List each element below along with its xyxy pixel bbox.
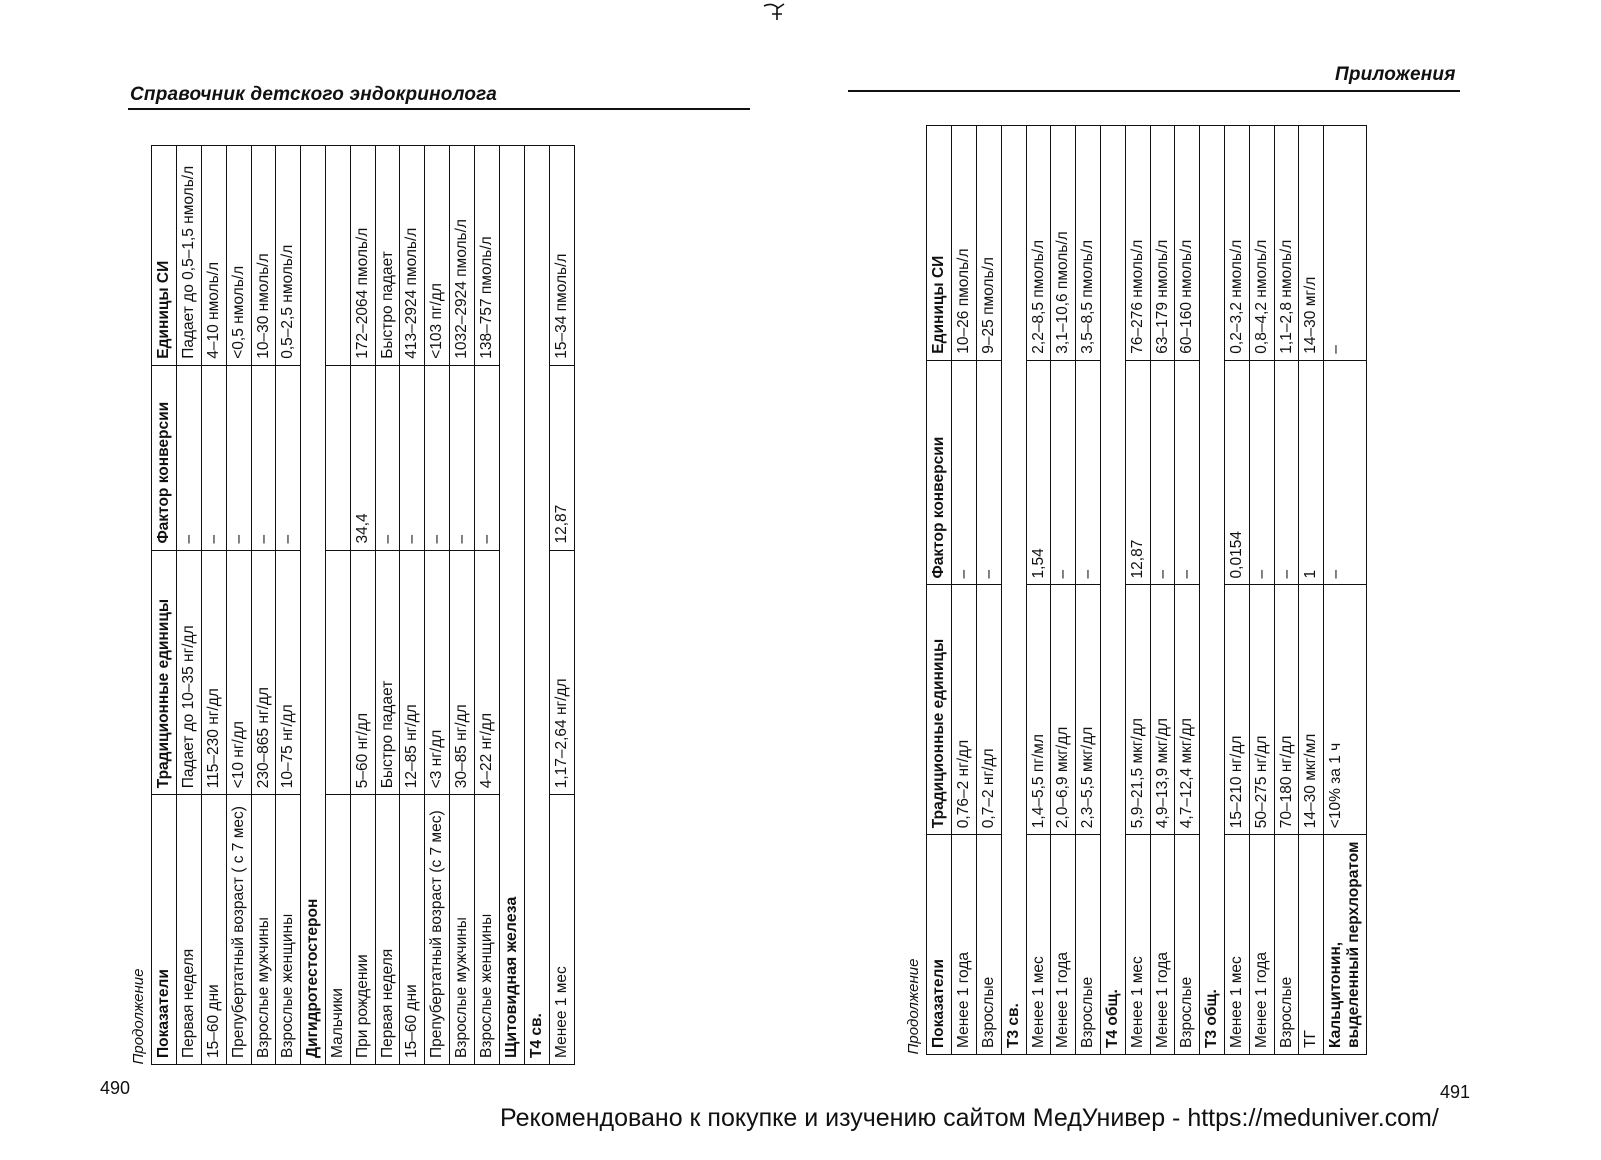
table-cell: 3,5–8,5 пмоль/л: [1076, 126, 1101, 361]
table-cell: Первая неделя: [375, 795, 400, 1065]
table-cell: 60–160 нмоль/л: [1175, 126, 1200, 361]
table-row: [952, 126, 977, 1055]
table-row: [325, 146, 350, 1065]
table-row: [1175, 126, 1200, 1055]
table-cell: 9–25 пмоль/л: [976, 126, 1001, 361]
col-header: Единицы СИ: [927, 126, 952, 361]
col-header: Фактор конверсии: [927, 360, 952, 585]
table-row: [1299, 126, 1324, 1055]
table-cell: Менее 1 года: [1249, 835, 1274, 1055]
table-cell: 14–30 мкг/мл: [1299, 585, 1324, 835]
table-cell: –: [1249, 360, 1274, 585]
table-cell: 230–865 нг/дл: [251, 550, 276, 795]
table-cell: 2,2–8,5 пмоль/л: [1026, 126, 1051, 361]
table-cell: Взрослые: [1076, 835, 1101, 1055]
table-cell: 4,9–13,9 мкг/дл: [1150, 585, 1175, 835]
table-cell: 50–275 нг/дл: [1249, 585, 1274, 835]
table-cell: [325, 146, 350, 366]
table-row: [1249, 126, 1274, 1055]
table-cell: Менее 1 мес: [1026, 835, 1051, 1055]
table-cell: При рождении: [350, 795, 375, 1065]
table-cell: 12,87: [1125, 360, 1150, 585]
table-cell: 10–30 нмоль/л: [251, 146, 276, 366]
table-cell: Взрослые: [976, 835, 1001, 1055]
table-cell: 172–2064 пмоль/л: [350, 146, 375, 366]
table-cell: 34,4: [350, 365, 375, 550]
table-row: [276, 146, 301, 1065]
footer-watermark: Рекомендовано к покупке и изучению сайтом МедУнивер - https://meduniver.com/: [500, 1104, 1439, 1132]
group-title: T3 общ.: [1200, 126, 1225, 1055]
head-rule-left: [128, 108, 750, 110]
group-title: T4 св.: [525, 146, 550, 1065]
table-cell: ТГ: [1299, 835, 1324, 1055]
running-head-left: Справочник детского эндокринолога: [130, 84, 498, 105]
table-cell: 413–2924 пмоль/л: [400, 146, 425, 366]
section-title: Щитовидная железа: [499, 146, 524, 1065]
table-cell: Взрослые женщины: [474, 795, 499, 1065]
table-cell: –: [1324, 360, 1367, 585]
table-cell: 0,7–2 нг/дл: [976, 585, 1001, 835]
table-cell: 0,5–2,5 нмоль/л: [276, 146, 301, 366]
table-cell: 12,87: [549, 365, 574, 550]
table-cell: <10 нг/дл: [226, 550, 251, 795]
table-cell: 1,54: [1026, 360, 1051, 585]
table-cell: 0,76–2 нг/дл: [952, 585, 977, 835]
table-cell: 30–85 нг/дл: [450, 550, 475, 795]
gutter-mark-icon: [762, 0, 792, 28]
table-cell: <3 нг/дл: [425, 550, 450, 795]
table-row: [1051, 126, 1076, 1055]
table-cell: 115–230 нг/дл: [201, 550, 226, 795]
table-cell: 15–210 нг/дл: [1225, 585, 1250, 835]
table-cell: 4,7–12,4 мкг/дл: [1175, 585, 1200, 835]
table-cell: Менее 1 года: [952, 835, 977, 1055]
left-page: [0, 0, 800, 1160]
rotated-table-right: [905, 125, 1367, 1055]
table-cell: –: [474, 365, 499, 550]
table-header-right: [927, 126, 952, 1055]
table-row: [375, 146, 400, 1065]
table-cell: –: [952, 360, 977, 585]
table-row: [425, 146, 450, 1065]
table-cell: Менее 1 мес: [1125, 835, 1150, 1055]
table-cell: Быстро падает: [375, 550, 400, 795]
table-cell: 10–26 пмоль/л: [952, 126, 977, 361]
table-cell: Препубертатный возраст ( с 7 мес): [226, 795, 251, 1065]
table-cell: 3,1–10,6 пмоль/л: [1051, 126, 1076, 361]
table-cell: Взрослые мужчины: [251, 795, 276, 1065]
table-cell: Взрослые: [1274, 835, 1299, 1055]
group-row: [1200, 126, 1225, 1055]
table-cell: Препубертатный возраст (с 7 мес): [425, 795, 450, 1065]
continuation-label-right: Продолжение: [905, 958, 922, 1055]
table-cell: –: [276, 365, 301, 550]
table-cell: Взрослые: [1175, 835, 1200, 1055]
table-cell: 2,3–5,5 мкг/дл: [1076, 585, 1101, 835]
table-cell: 5,9–21,5 мкг/дл: [1125, 585, 1150, 835]
table-cell: Первая неделя: [177, 795, 202, 1065]
group-title: Дигидротестостерон: [301, 146, 326, 1065]
table-cell: 4–10 нмоль/л: [201, 146, 226, 366]
table-cell: Кальцитонин, выделенный перхлоратом: [1324, 835, 1367, 1055]
col-header: Традиционные единицы: [927, 585, 952, 835]
table-cell: 0,8–4,2 нмоль/л: [1249, 126, 1274, 361]
continuation-label-left: Продолжение: [130, 968, 147, 1065]
table-cell: Быстро падает: [375, 146, 400, 366]
group-row: [1100, 126, 1125, 1055]
table-cell: –: [1274, 360, 1299, 585]
reference-table-left: [130, 145, 575, 1065]
table-header-left: [152, 146, 177, 1065]
table-cell: –: [425, 365, 450, 550]
table-cell: 5–60 нг/дл: [350, 550, 375, 795]
table-cell: –: [177, 365, 202, 550]
table-row: [1076, 126, 1101, 1055]
table-cell: 14–30 мг/л: [1299, 126, 1324, 361]
table-row: [251, 146, 276, 1065]
table-cell: 70–180 нг/дл: [1274, 585, 1299, 835]
table-cell: –: [976, 360, 1001, 585]
table-cell: –: [226, 365, 251, 550]
head-rule-right: [848, 90, 1460, 92]
table-row: [1125, 126, 1150, 1055]
col-header: Единицы СИ: [152, 146, 177, 366]
table-cell: 76–276 нмоль/л: [1125, 126, 1150, 361]
group-title: T3 св.: [1001, 126, 1026, 1055]
table-cell: –: [375, 365, 400, 550]
table-row: [450, 146, 475, 1065]
table-cell: [325, 550, 350, 795]
table-cell: Менее 1 мес: [549, 795, 574, 1065]
table-cell: –: [1150, 360, 1175, 585]
right-page: [800, 0, 1601, 1160]
section-row: [499, 146, 524, 1065]
table-cell: –: [251, 365, 276, 550]
table-cell: Мальчики: [325, 795, 350, 1065]
table-cell: 0,0154: [1225, 360, 1250, 585]
table-cell: Взрослые мужчины: [450, 795, 475, 1065]
table-cell: Взрослые женщины: [276, 795, 301, 1065]
group-row: [301, 146, 326, 1065]
table-row: [549, 146, 574, 1065]
table-cell: [325, 365, 350, 550]
table-cell: Менее 1 года: [1150, 835, 1175, 1055]
table-cell: –: [201, 365, 226, 550]
table-row: [177, 146, 202, 1065]
page-number-left: 490: [100, 1078, 131, 1098]
table-row: [201, 146, 226, 1065]
group-row: [525, 146, 550, 1065]
table-cell: 138–757 пмоль/л: [474, 146, 499, 366]
table-cell: 10–75 нг/дл: [276, 550, 301, 795]
table-cell: 2,0–6,9 мкг/дл: [1051, 585, 1076, 835]
col-header: Фактор конверсии: [152, 365, 177, 550]
table-cell: 63–179 нмоль/л: [1150, 126, 1175, 361]
running-head-right: Приложения: [1335, 64, 1456, 85]
table-cell: –: [1175, 360, 1200, 585]
rotated-table-left: [130, 145, 575, 1065]
table-cell: 15–60 дни: [400, 795, 425, 1065]
table-row: [976, 126, 1001, 1055]
table-cell: 1: [1299, 360, 1324, 585]
table-cell: 1,4–5,5 пг/мл: [1026, 585, 1051, 835]
table-row: [1026, 126, 1051, 1055]
table-row: [1324, 126, 1367, 1055]
table-cell: 15–34 пмоль/л: [549, 146, 574, 366]
reference-table-right: [905, 125, 1367, 1055]
table-row: [226, 146, 251, 1065]
group-title: T4 общ.: [1100, 126, 1125, 1055]
table-cell: –: [1324, 126, 1367, 361]
table-row: [1225, 126, 1250, 1055]
table-cell: <103 пг/дл: [425, 146, 450, 366]
table-row: [474, 146, 499, 1065]
table-row: [350, 146, 375, 1065]
table-cell: <10% за 1 ч: [1324, 585, 1367, 835]
table-cell: 1,1–2,8 нмоль/л: [1274, 126, 1299, 361]
table-cell: –: [1076, 360, 1101, 585]
table-cell: 12–85 нг/дл: [400, 550, 425, 795]
table-cell: 0,2–3,2 нмоль/л: [1225, 126, 1250, 361]
table-cell: –: [450, 365, 475, 550]
table-row: [1150, 126, 1175, 1055]
table-cell: 15–60 дни: [201, 795, 226, 1065]
table-cell: 1,17–2,64 нг/дл: [549, 550, 574, 795]
table-cell: –: [400, 365, 425, 550]
table-cell: 4–22 нг/дл: [474, 550, 499, 795]
page-number-right: 491: [1440, 1082, 1471, 1102]
table-cell: Падает до 0,5–1,5 нмоль/л: [177, 146, 202, 366]
table-cell: –: [1051, 360, 1076, 585]
table-cell: Менее 1 мес: [1225, 835, 1250, 1055]
table-cell: Менее 1 года: [1051, 835, 1076, 1055]
table-cell: Падает до 10–35 нг/дл: [177, 550, 202, 795]
group-row: [1001, 126, 1026, 1055]
table-cell: <0,5 нмоль/л: [226, 146, 251, 366]
table-cell: 1032–2924 пмоль/л: [450, 146, 475, 366]
table-row: [1274, 126, 1299, 1055]
col-header: Традиционные единицы: [152, 550, 177, 795]
col-header: Показатели: [927, 835, 952, 1055]
table-row: [400, 146, 425, 1065]
col-header: Показатели: [152, 795, 177, 1065]
